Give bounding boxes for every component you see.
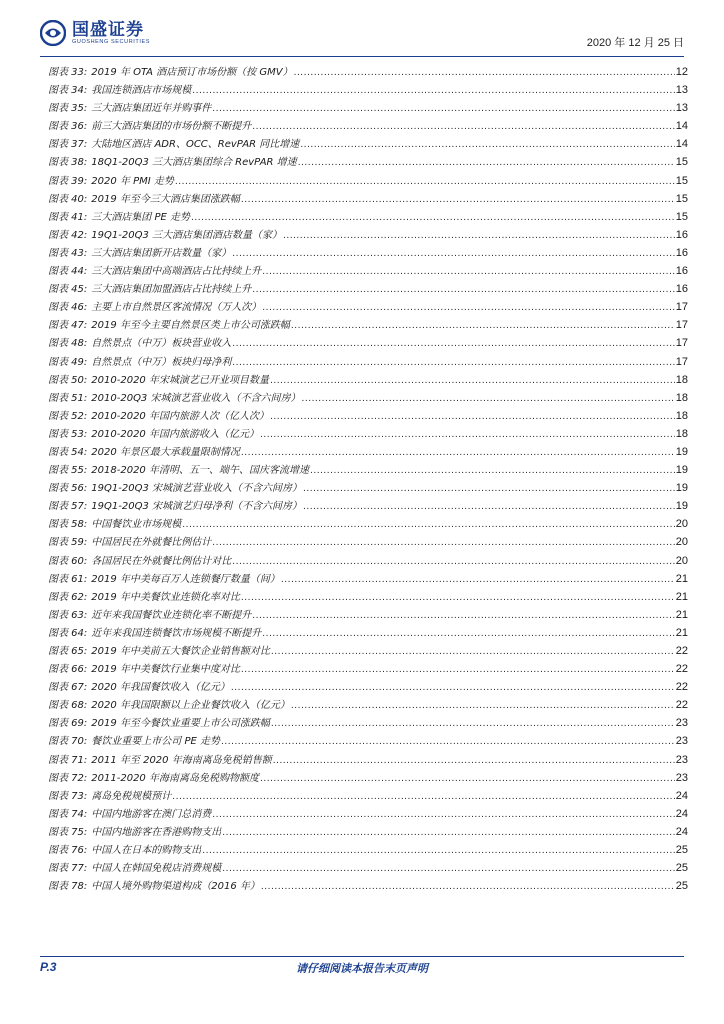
toc-entry-label: 图表 76:: [48, 845, 88, 857]
toc-dot-leader: [222, 827, 674, 838]
toc-entry[interactable]: [48, 153, 688, 171]
toc-dot-leader: [232, 248, 674, 259]
toc-entry[interactable]: [48, 371, 688, 389]
toc-entry-label: 图表 43:: [48, 247, 88, 259]
toc-entry-title: 中国人境外购物渠道构成（2016 年）: [91, 881, 260, 893]
toc-entry[interactable]: [48, 262, 688, 280]
toc-entry[interactable]: [48, 570, 688, 588]
toc-entry-page: 25: [675, 844, 688, 857]
toc-entry-label: 图表 35:: [48, 103, 88, 115]
toc-entry-title: 2010-2020 年宋城演艺已开业项目数量: [91, 374, 269, 386]
toc-entry-page: 23: [675, 753, 688, 766]
toc-dot-leader: [192, 85, 674, 96]
toc-dot-leader: [291, 320, 675, 331]
toc-entry-label: 图表 46:: [48, 302, 88, 314]
toc-entry-page: 17: [675, 337, 688, 350]
toc-entry-label: 图表 73:: [48, 790, 88, 802]
toc-entry-page: 23: [675, 717, 688, 730]
toc-entry[interactable]: [48, 226, 688, 244]
toc-dot-leader: [241, 664, 675, 675]
toc-entry-page: 19: [675, 445, 688, 458]
toc-entry[interactable]: [48, 81, 688, 99]
toc-entry[interactable]: [48, 407, 688, 425]
toc-entry-label: 图表 56:: [48, 483, 88, 495]
toc-entry[interactable]: [48, 714, 688, 732]
toc-dot-leader: [212, 537, 674, 548]
toc-entry-label: 图表 69:: [48, 718, 88, 730]
toc-dot-leader: [252, 610, 674, 621]
toc-entry-title: 2019 年中美前五大餐饮企业销售额对比: [91, 646, 270, 657]
toc-dot-leader: [303, 483, 675, 494]
toc-entry-label: 图表 40:: [48, 193, 88, 205]
toc-entry-label: 图表 38:: [48, 157, 88, 169]
toc-entry-page: 15: [675, 156, 688, 169]
toc-entry-label: 图表 77:: [48, 863, 88, 875]
toc-dot-leader: [241, 592, 675, 603]
toc-entry-title: 中国内地游客在澳门总消费: [91, 808, 212, 820]
toc-entry-title: 中国餐饮业市场规模: [91, 519, 182, 531]
toc-entry-page: 22: [675, 681, 688, 694]
page-number: P.3: [40, 960, 57, 974]
toc-entry-title: 2019 年至今主要自然景区类上市公司涨跌幅: [91, 320, 290, 332]
toc-entry-title: 近年来我国餐饮业连锁化率不断提升: [91, 609, 252, 621]
toc-entry-label: 图表 41:: [48, 211, 88, 223]
toc-entry[interactable]: [48, 334, 688, 352]
toc-entry-label: 图表 44:: [48, 266, 88, 278]
page-header: [40, 20, 684, 54]
toc-entry-title: 2019 年中美餐饮业连锁化率对比: [91, 591, 240, 603]
toc-dot-leader: [222, 863, 674, 874]
toc-entry-page: 19: [675, 464, 688, 477]
toc-entry-label: 图表 57:: [48, 501, 88, 513]
toc-entry-title: 19Q1-20Q3 三大酒店集团酒店数量（家）: [91, 229, 282, 241]
toc-entry-page: 12: [675, 66, 688, 78]
toc-entry[interactable]: [48, 732, 688, 750]
toc-entry[interactable]: [48, 190, 688, 208]
toc-entry-page: 23: [675, 771, 688, 784]
toc-dot-leader: [191, 212, 675, 223]
toc-entry-title: 2020 年景区最大承载量限制情况: [91, 446, 240, 458]
toc-entry-page: 21: [675, 626, 688, 639]
toc-entry[interactable]: [48, 117, 688, 135]
toc-entry-title: 中国人在日本的购物支出: [91, 845, 202, 857]
toc-entry-label: 图表 37:: [48, 139, 88, 151]
toc-entry-label: 图表 48:: [48, 338, 88, 350]
toc-entry-title: 三大酒店集团加盟酒店占比持续上升: [91, 284, 252, 296]
toc-entry-label: 图表 36:: [48, 121, 88, 133]
toc-entry-title: 我国连锁酒店市场规模: [91, 85, 192, 97]
toc-entry-label: 图表 78:: [48, 881, 88, 893]
toc-entry[interactable]: [48, 696, 688, 714]
company-logo: [40, 20, 150, 46]
toc-entry-label: 图表 64:: [48, 627, 88, 639]
toc-dot-leader: [273, 755, 675, 766]
toc-dot-leader: [252, 121, 674, 132]
toc-dot-leader: [291, 700, 675, 711]
toc-entry-page: 24: [675, 825, 688, 838]
toc-entry-title: 19Q1-20Q3 宋城演艺归母净利（不含六间房）: [91, 501, 302, 513]
toc-entry[interactable]: [48, 298, 688, 316]
toc-entry-page: 20: [675, 536, 688, 549]
toc-dot-leader: [298, 157, 675, 168]
toc-entry-page: 16: [675, 283, 688, 296]
toc-dot-leader: [172, 791, 674, 802]
toc-entry-label: 图表 33:: [48, 67, 88, 78]
toc-entry-title: 三大酒店集团 PE 走势: [91, 211, 190, 223]
toc-entry[interactable]: [48, 588, 688, 606]
toc-entry-page: 15: [675, 210, 688, 223]
toc-dot-leader: [301, 393, 674, 404]
toc-entry-page: 16: [675, 265, 688, 278]
toc-entry-label: 图表 60:: [48, 555, 88, 567]
toc-entry[interactable]: [48, 678, 688, 696]
toc-entry[interactable]: [48, 135, 688, 153]
toc-dot-leader: [212, 103, 674, 114]
toc-entry-page: 19: [675, 500, 688, 513]
toc-dot-leader: [260, 429, 675, 440]
toc-dot-leader: [182, 519, 674, 530]
footer-divider: [40, 956, 684, 957]
toc-dot-leader: [231, 682, 675, 693]
toc-entry-title: 三大酒店集团近年并购事件: [91, 103, 212, 115]
toc-entry-title: 三大酒店集团新开店数量（家）: [91, 247, 232, 259]
toc-entry-label: 图表 72:: [48, 772, 88, 784]
toc-entry-page: 13: [675, 84, 688, 97]
toc-dot-leader: [252, 284, 674, 295]
toc-entry-page: 21: [675, 572, 688, 585]
toc-dot-leader: [232, 338, 674, 349]
toc-entry-title: 离岛免税规模预计: [91, 790, 172, 802]
toc-entry-title: 三大酒店集团中高端酒店占比持续上升: [91, 266, 262, 278]
toc-entry-page: 16: [675, 246, 688, 259]
report-date: 2020 年 12 月 25 日: [586, 37, 684, 49]
toc-entry-page: 25: [675, 862, 688, 875]
toc-entry[interactable]: [48, 244, 688, 262]
toc-entry-label: 图表 67:: [48, 682, 88, 694]
toc-entry-title: 2019 年中美餐饮行业集中度对比: [91, 664, 240, 676]
toc-entry[interactable]: [48, 208, 688, 226]
header-divider: [40, 56, 684, 57]
toc-dot-leader: [232, 357, 674, 368]
toc-entry-page: 15: [675, 192, 688, 205]
toc-dot-leader: [270, 411, 675, 422]
toc-entry-label: 图表 47:: [48, 320, 88, 332]
toc-entry-label: 图表 71:: [48, 754, 88, 766]
toc-entry-page: 22: [675, 645, 688, 657]
toc-entry[interactable]: [48, 841, 688, 859]
toc-entry[interactable]: [48, 805, 688, 823]
toc-entry-page: 19: [675, 482, 688, 495]
toc-entry-page: 16: [675, 228, 688, 241]
logo-emblem-icon: [40, 20, 66, 46]
toc-entry-page: 24: [675, 789, 688, 802]
toc-entry-page: 21: [675, 608, 688, 621]
toc-entry[interactable]: [48, 642, 688, 660]
toc-entry[interactable]: [48, 787, 688, 805]
toc-dot-leader: [262, 628, 674, 639]
toc-dot-leader: [262, 302, 674, 313]
toc-entry-page: 17: [675, 355, 688, 368]
toc-entry-label: 图表 74:: [48, 808, 88, 820]
toc-entry-label: 图表 55:: [48, 465, 88, 477]
toc-entry-label: 图表 50:: [48, 374, 88, 386]
toc-entry-label: 图表 70:: [48, 736, 88, 748]
toc-entry-title: 2020 年我国限额以上企业餐饮收入（亿元）: [91, 700, 290, 712]
toc-entry[interactable]: [48, 859, 688, 877]
toc-entry-page: 18: [675, 409, 688, 422]
toc-entry[interactable]: [48, 461, 688, 479]
toc-entry-label: 图表 58:: [48, 519, 88, 531]
toc-entry-label: 图表 45:: [48, 284, 88, 296]
toc-dot-leader: [175, 176, 675, 187]
toc-entry-title: 2019 年中美每百万人连锁餐厅数量（间）: [91, 573, 280, 585]
toc-entry-label: 图表 61:: [48, 573, 88, 585]
toc-entry-title: 2019 年至今三大酒店集团涨跌幅: [91, 193, 240, 205]
toc-entry-title: 餐饮业重要上市公司 PE 走势: [91, 736, 220, 748]
toc-dot-leader: [241, 194, 675, 205]
toc-dot-leader: [283, 230, 675, 241]
toc-entry-page: 14: [675, 120, 688, 133]
toc-entry-title: 大陆地区酒店 ADR、OCC、RevPAR 同比增速: [91, 139, 300, 151]
toc-entry[interactable]: [48, 389, 688, 407]
toc-entry-page: 18: [675, 391, 688, 404]
toc-entry-page: 25: [675, 880, 688, 893]
toc-entry-title: 2018-2020 年清明、五一、端午、国庆客流增速: [91, 465, 309, 477]
toc-entry-title: 2019 年至今餐饮业重要上市公司涨跌幅: [91, 718, 270, 730]
toc-dot-leader: [221, 736, 675, 747]
toc-entry-title: 自然景点（中万）板块归母净利: [91, 356, 232, 368]
toc-dot-leader: [271, 646, 675, 657]
toc-entry[interactable]: [48, 533, 688, 551]
toc-entry-title: 2010-20Q3 宋城演艺营业收入（不含六间房）: [91, 392, 301, 404]
toc-entry-page: 18: [675, 427, 688, 440]
toc-entry-label: 图表 52:: [48, 410, 88, 422]
toc-entry[interactable]: [48, 425, 688, 443]
toc-entry[interactable]: [48, 606, 688, 624]
toc-entry-page: 17: [675, 301, 688, 314]
toc-entry-title: 2011 年至 2020 年海南离岛免税销售额: [91, 754, 272, 766]
toc-entry-label: 图表 66:: [48, 664, 88, 676]
toc-entry-page: 20: [675, 518, 688, 531]
toc-entry[interactable]: [48, 515, 688, 533]
toc-entry-page: 22: [675, 699, 688, 712]
toc-entry[interactable]: [48, 63, 688, 81]
toc-entry[interactable]: [48, 479, 688, 497]
disclaimer-note: 请仔细阅读本报告末页声明: [296, 962, 428, 975]
toc-dot-leader: [281, 574, 675, 585]
toc-dot-leader: [303, 501, 675, 512]
toc-entry[interactable]: [48, 316, 688, 334]
toc-entry[interactable]: [48, 99, 688, 117]
toc-entry[interactable]: [48, 552, 688, 570]
toc-entry-label: 图表 34:: [48, 85, 88, 97]
toc-dot-leader: [232, 556, 674, 567]
toc-entry-label: 图表 54:: [48, 446, 88, 458]
toc-entry-title: 2010-2020 年国内旅游人次（亿人次）: [91, 410, 269, 422]
toc-dot-leader: [202, 845, 674, 856]
toc-dot-leader: [261, 881, 675, 892]
toc-entry-title: 2020 年我国餐饮收入（亿元）: [91, 682, 230, 694]
toc-dot-leader: [271, 718, 675, 729]
toc-entry-title: 2011-2020 年海南离岛免税购物额度: [91, 772, 259, 784]
toc-dot-leader: [300, 139, 674, 150]
toc-dot-leader: [270, 375, 675, 386]
toc-dot-leader: [241, 447, 675, 458]
toc-entry-page: 14: [675, 138, 688, 151]
toc-entry-label: 图表 68:: [48, 700, 88, 712]
toc-entry[interactable]: [48, 353, 688, 371]
toc-dot-leader: [262, 266, 674, 277]
toc-entry-title: 2010-2020 年国内旅游收入（亿元）: [91, 428, 259, 440]
toc-entry-label: 图表 62:: [48, 591, 88, 603]
logo-name: 国盛证券: [72, 19, 144, 40]
toc-entry-page: 22: [675, 663, 688, 676]
toc-entry-label: 图表 59:: [48, 537, 88, 549]
toc-entry-title: 18Q1-20Q3 三大酒店集团综合 RevPAR 增速: [91, 157, 297, 169]
toc-entry[interactable]: [48, 751, 688, 769]
toc-entry-title: 19Q1-20Q3 宋城演艺营业收入（不含六间房）: [91, 483, 302, 495]
toc-entry-page: 18: [675, 373, 688, 386]
figure-index-list: [48, 63, 688, 895]
toc-entry-page: 15: [675, 174, 688, 187]
toc-entry[interactable]: [48, 823, 688, 841]
toc-dot-leader: [310, 465, 675, 476]
toc-entry-label: 图表 51:: [48, 392, 88, 404]
toc-entry-title: 2020 年 PMI 走势: [91, 175, 174, 187]
toc-entry[interactable]: [48, 172, 688, 190]
toc-entry-title: 2019 年 OTA 酒店预订市场份额（按 GMV）: [91, 67, 293, 78]
toc-entry-title: 中国内地游客在香港购物支出: [91, 826, 222, 838]
toc-entry-page: 13: [675, 102, 688, 115]
toc-entry-label: 图表 63:: [48, 609, 88, 621]
toc-dot-leader: [260, 773, 675, 784]
toc-entry-page: 23: [675, 735, 688, 748]
toc-entry-label: 图表 75:: [48, 826, 88, 838]
toc-entry-label: 图表 39:: [48, 175, 88, 187]
toc-entry-title: 中国人在韩国免税店消费规模: [91, 863, 222, 875]
toc-entry-page: 21: [675, 590, 688, 603]
toc-dot-leader: [294, 67, 675, 78]
toc-entry-title: 各国居民在外就餐比例估计对比: [91, 555, 232, 567]
toc-entry-label: 图表 42:: [48, 229, 88, 241]
toc-entry-title: 自然景点（中万）板块营业收入: [91, 338, 232, 350]
toc-entry[interactable]: [48, 443, 688, 461]
toc-entry-label: 图表 53:: [48, 428, 88, 440]
toc-entry[interactable]: [48, 280, 688, 298]
toc-entry[interactable]: [48, 624, 688, 642]
toc-entry-title: 前三大酒店集团的市场份额不断提升: [91, 121, 252, 133]
toc-entry-title: 主要上市自然景区客流情况（万人次）: [91, 302, 262, 314]
toc-entry[interactable]: [48, 877, 688, 895]
toc-entry[interactable]: [48, 497, 688, 515]
toc-entry-page: 20: [675, 554, 688, 567]
toc-entry-label: 图表 65:: [48, 646, 88, 657]
toc-entry-page: 24: [675, 807, 688, 820]
toc-entry-title: 近年来我国连锁餐饮市场规模不断提升: [91, 627, 262, 639]
toc-entry-page: 17: [675, 319, 688, 332]
toc-entry-label: 图表 49:: [48, 356, 88, 368]
toc-dot-leader: [212, 809, 674, 820]
toc-entry[interactable]: [48, 660, 688, 678]
toc-entry[interactable]: [48, 769, 688, 787]
toc-entry-title: 中国居民在外就餐比例估计: [91, 537, 212, 549]
logo-subtitle: GUOSHENG SECURITIES: [72, 38, 151, 45]
